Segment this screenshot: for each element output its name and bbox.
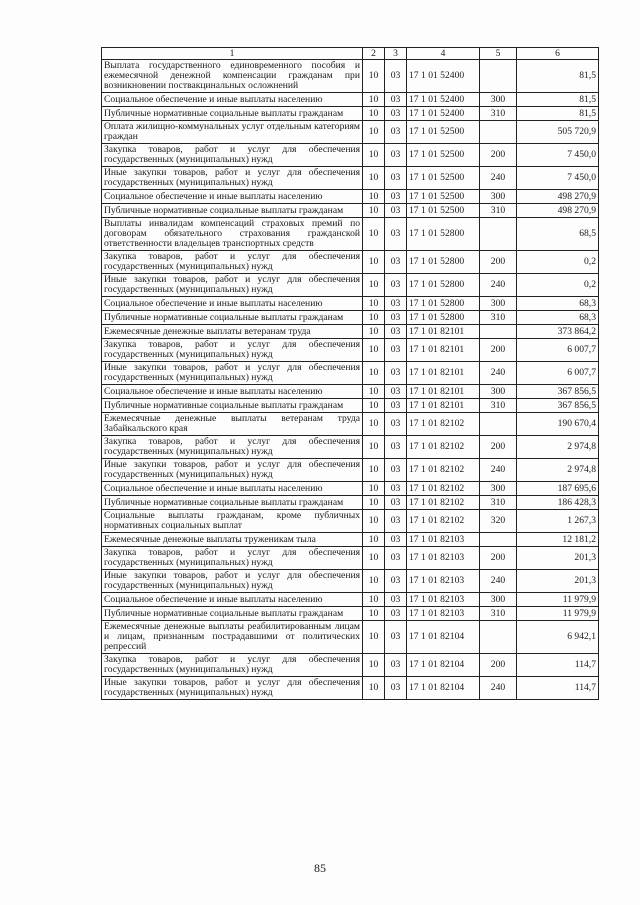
section-code: 10: [363, 204, 385, 218]
amount: 201,3: [517, 547, 599, 570]
amount: 68,5: [517, 218, 599, 251]
expense-type-code: [480, 218, 517, 251]
table-row: [102, 413, 599, 436]
row-name: Ежемесячные денежные выплаты ветеранам труда: [102, 325, 363, 339]
target-item-code: 17 1 01 82104: [407, 654, 480, 677]
amount: 201,3: [517, 570, 599, 593]
amount: 190 670,4: [517, 413, 599, 436]
section-code: 10: [363, 413, 385, 436]
target-item-code: 17 1 01 52400: [407, 60, 480, 93]
expense-type-code: [480, 621, 517, 654]
column-number-3: 3: [385, 48, 407, 60]
expense-type-code: [480, 325, 517, 339]
amount: 11 979,9: [517, 607, 599, 621]
expense-type-code: 300: [480, 93, 517, 107]
target-item-code: 17 1 01 82102: [407, 413, 480, 436]
table-row: [102, 510, 599, 533]
row-name: Ежемесячные денежные выплаты труженикам тыла: [102, 533, 363, 547]
section-code: 10: [363, 570, 385, 593]
expense-type-code: 200: [480, 547, 517, 570]
amount: 373 864,2: [517, 325, 599, 339]
amount: 68,3: [517, 297, 599, 311]
document-page: [101, 47, 598, 700]
row-name: Иные закупки товаров, работ и услуг для обеспечения государственных (муниципальных) нужд: [102, 677, 363, 700]
table-row: [102, 297, 599, 311]
subsection-code: 03: [385, 107, 407, 121]
subsection-code: 03: [385, 251, 407, 274]
subsection-code: 03: [385, 482, 407, 496]
amount: 81,5: [517, 107, 599, 121]
table-row: [102, 482, 599, 496]
row-name: Выплата государственного единовременного пособия и ежемесячной денежной компенсации гражданам при возникновении поствакцинальных осложнений: [102, 60, 363, 93]
expense-type-code: 310: [480, 496, 517, 510]
subsection-code: 03: [385, 533, 407, 547]
amount: 186 428,3: [517, 496, 599, 510]
subsection-code: 03: [385, 607, 407, 621]
target-item-code: 17 1 01 82104: [407, 677, 480, 700]
subsection-code: 03: [385, 339, 407, 362]
subsection-code: 03: [385, 654, 407, 677]
target-item-code: 17 1 01 82101: [407, 385, 480, 399]
table-row: [102, 204, 599, 218]
row-name: Ежемесячные денежные выплаты реабилитированным лицам и лицам, признанным пострадавшими от политических репрессий: [102, 621, 363, 654]
subsection-code: 03: [385, 413, 407, 436]
section-code: 10: [363, 107, 385, 121]
amount: 6 007,7: [517, 339, 599, 362]
amount: 505 720,9: [517, 121, 599, 144]
expense-type-code: 200: [480, 251, 517, 274]
budget-table-body: [102, 48, 599, 700]
subsection-code: 03: [385, 399, 407, 413]
amount: 0,2: [517, 274, 599, 297]
amount: 114,7: [517, 654, 599, 677]
section-code: 10: [363, 677, 385, 700]
target-item-code: 17 1 01 82103: [407, 570, 480, 593]
subsection-code: 03: [385, 547, 407, 570]
column-number-2: 2: [363, 48, 385, 60]
row-name: Иные закупки товаров, работ и услуг для обеспечения государственных (муниципальных) нужд: [102, 362, 363, 385]
expense-type-code: 300: [480, 297, 517, 311]
amount: 367 856,5: [517, 399, 599, 413]
column-number-row: [102, 48, 599, 60]
table-row: [102, 251, 599, 274]
section-code: 10: [363, 385, 385, 399]
row-name: Социальное обеспечение и иные выплаты населению: [102, 297, 363, 311]
table-row: [102, 607, 599, 621]
row-name: Публичные нормативные социальные выплаты гражданам: [102, 204, 363, 218]
table-row: [102, 325, 599, 339]
expense-type-code: 240: [480, 274, 517, 297]
subsection-code: 03: [385, 190, 407, 204]
row-name: Ежемесячные денежные выплаты ветеранам труда Забайкальского края: [102, 413, 363, 436]
expense-type-code: 240: [480, 570, 517, 593]
target-item-code: 17 1 01 52500: [407, 121, 480, 144]
expense-type-code: [480, 60, 517, 93]
target-item-code: 17 1 01 82102: [407, 496, 480, 510]
target-item-code: 17 1 01 82101: [407, 325, 480, 339]
row-name: Закупка товаров, работ и услуг для обеспечения государственных (муниципальных) нужд: [102, 436, 363, 459]
expense-type-code: [480, 413, 517, 436]
table-row: [102, 677, 599, 700]
table-row: [102, 399, 599, 413]
expense-type-code: 310: [480, 311, 517, 325]
table-row: [102, 218, 599, 251]
amount: 367 856,5: [517, 385, 599, 399]
subsection-code: 03: [385, 496, 407, 510]
section-code: 10: [363, 510, 385, 533]
subsection-code: 03: [385, 274, 407, 297]
amount: 2 974,8: [517, 459, 599, 482]
expense-type-code: 240: [480, 459, 517, 482]
row-name: Оплата жилищно-коммунальных услуг отдельным категориям граждан: [102, 121, 363, 144]
target-item-code: 17 1 01 52500: [407, 144, 480, 167]
subsection-code: 03: [385, 385, 407, 399]
column-number-5: 5: [480, 48, 517, 60]
row-name: Публичные нормативные социальные выплаты гражданам: [102, 107, 363, 121]
section-code: 10: [363, 311, 385, 325]
table-row: [102, 144, 599, 167]
column-number-1: 1: [102, 48, 363, 60]
expense-type-code: 240: [480, 362, 517, 385]
table-row: [102, 60, 599, 93]
section-code: 10: [363, 121, 385, 144]
section-code: 10: [363, 533, 385, 547]
expense-type-code: 310: [480, 399, 517, 413]
row-name: Социальное обеспечение и иные выплаты населению: [102, 482, 363, 496]
row-name: Публичные нормативные социальные выплаты гражданам: [102, 399, 363, 413]
expense-type-code: 240: [480, 677, 517, 700]
subsection-code: 03: [385, 311, 407, 325]
row-name: Закупка товаров, работ и услуг для обеспечения государственных (муниципальных) нужд: [102, 547, 363, 570]
table-row: [102, 593, 599, 607]
section-code: 10: [363, 144, 385, 167]
target-item-code: 17 1 01 82103: [407, 607, 480, 621]
row-name: Социальное обеспечение и иные выплаты населению: [102, 385, 363, 399]
section-code: 10: [363, 621, 385, 654]
section-code: 10: [363, 93, 385, 107]
target-item-code: 17 1 01 52800: [407, 251, 480, 274]
subsection-code: 03: [385, 297, 407, 311]
section-code: 10: [363, 607, 385, 621]
amount: 0,2: [517, 251, 599, 274]
subsection-code: 03: [385, 325, 407, 339]
row-name: Закупка товаров, работ и услуг для обеспечения государственных (муниципальных) нужд: [102, 144, 363, 167]
amount: 12 181,2: [517, 533, 599, 547]
target-item-code: 17 1 01 52800: [407, 274, 480, 297]
section-code: 10: [363, 496, 385, 510]
target-item-code: 17 1 01 52500: [407, 204, 480, 218]
table-row: [102, 107, 599, 121]
row-name: Социальное обеспечение и иные выплаты населению: [102, 593, 363, 607]
expense-type-code: 300: [480, 385, 517, 399]
table-row: [102, 547, 599, 570]
row-name: Социальные выплаты гражданам, кроме публичных нормативных социальных выплат: [102, 510, 363, 533]
section-code: 10: [363, 593, 385, 607]
expense-type-code: 200: [480, 144, 517, 167]
row-name: Социальное обеспечение и иные выплаты населению: [102, 93, 363, 107]
target-item-code: 17 1 01 52500: [407, 167, 480, 190]
column-number-6: 6: [517, 48, 599, 60]
table-row: [102, 533, 599, 547]
row-name: Иные закупки товаров, работ и услуг для обеспечения государственных (муниципальных) нужд: [102, 570, 363, 593]
section-code: 10: [363, 362, 385, 385]
section-code: 10: [363, 167, 385, 190]
subsection-code: 03: [385, 436, 407, 459]
expense-type-code: [480, 121, 517, 144]
section-code: 10: [363, 325, 385, 339]
column-number-4: 4: [407, 48, 480, 60]
table-row: [102, 190, 599, 204]
subsection-code: 03: [385, 60, 407, 93]
subsection-code: 03: [385, 93, 407, 107]
section-code: 10: [363, 482, 385, 496]
subsection-code: 03: [385, 510, 407, 533]
amount: 81,5: [517, 93, 599, 107]
table-row: [102, 621, 599, 654]
section-code: 10: [363, 459, 385, 482]
section-code: 10: [363, 60, 385, 93]
row-name: Закупка товаров, работ и услуг для обеспечения государственных (муниципальных) нужд: [102, 251, 363, 274]
table-row: [102, 436, 599, 459]
subsection-code: 03: [385, 593, 407, 607]
page-number: 85: [314, 861, 326, 875]
target-item-code: 17 1 01 82101: [407, 362, 480, 385]
target-item-code: 17 1 01 82103: [407, 533, 480, 547]
expense-type-code: 320: [480, 510, 517, 533]
budget-table: [101, 47, 599, 700]
subsection-code: 03: [385, 167, 407, 190]
subsection-code: 03: [385, 621, 407, 654]
section-code: 10: [363, 436, 385, 459]
target-item-code: 17 1 01 82101: [407, 339, 480, 362]
amount: 2 974,8: [517, 436, 599, 459]
amount: 1 267,3: [517, 510, 599, 533]
row-name: Публичные нормативные социальные выплаты гражданам: [102, 496, 363, 510]
amount: 114,7: [517, 677, 599, 700]
target-item-code: 17 1 01 52400: [407, 93, 480, 107]
table-row: [102, 311, 599, 325]
table-row: [102, 654, 599, 677]
row-name: Выплаты инвалидам компенсаций страховых премий по договорам обязательного страхования гражданской ответственности владельцев транспортных средств: [102, 218, 363, 251]
table-row: [102, 167, 599, 190]
amount: 498 270,9: [517, 190, 599, 204]
subsection-code: 03: [385, 121, 407, 144]
section-code: 10: [363, 251, 385, 274]
expense-type-code: 300: [480, 482, 517, 496]
target-item-code: 17 1 01 82102: [407, 459, 480, 482]
row-name: Закупка товаров, работ и услуг для обеспечения государственных (муниципальных) нужд: [102, 654, 363, 677]
row-name: Иные закупки товаров, работ и услуг для обеспечения государственных (муниципальных) нужд: [102, 274, 363, 297]
section-code: 10: [363, 339, 385, 362]
subsection-code: 03: [385, 570, 407, 593]
table-row: [102, 93, 599, 107]
table-row: [102, 121, 599, 144]
table-row: [102, 570, 599, 593]
target-item-code: 17 1 01 82104: [407, 621, 480, 654]
row-name: Публичные нормативные социальные выплаты гражданам: [102, 607, 363, 621]
table-row: [102, 459, 599, 482]
expense-type-code: 310: [480, 204, 517, 218]
expense-type-code: 300: [480, 593, 517, 607]
amount: 6 942,1: [517, 621, 599, 654]
target-item-code: 17 1 01 52400: [407, 107, 480, 121]
row-name: Социальное обеспечение и иные выплаты населению: [102, 190, 363, 204]
amount: 187 695,6: [517, 482, 599, 496]
table-row: [102, 385, 599, 399]
target-item-code: 17 1 01 52500: [407, 190, 480, 204]
expense-type-code: 310: [480, 107, 517, 121]
amount: 6 007,7: [517, 362, 599, 385]
amount: 81,5: [517, 60, 599, 93]
table-row: [102, 274, 599, 297]
target-item-code: 17 1 01 52800: [407, 311, 480, 325]
target-item-code: 17 1 01 82102: [407, 482, 480, 496]
amount: 11 979,9: [517, 593, 599, 607]
table-row: [102, 339, 599, 362]
target-item-code: 17 1 01 82102: [407, 436, 480, 459]
table-row: [102, 496, 599, 510]
subsection-code: 03: [385, 144, 407, 167]
row-name: Иные закупки товаров, работ и услуг для обеспечения государственных (муниципальных) нужд: [102, 167, 363, 190]
subsection-code: 03: [385, 218, 407, 251]
section-code: 10: [363, 297, 385, 311]
subsection-code: 03: [385, 677, 407, 700]
target-item-code: 17 1 01 82102: [407, 510, 480, 533]
expense-type-code: [480, 533, 517, 547]
amount: 68,3: [517, 311, 599, 325]
target-item-code: 17 1 01 82101: [407, 399, 480, 413]
subsection-code: 03: [385, 362, 407, 385]
expense-type-code: 200: [480, 654, 517, 677]
expense-type-code: 300: [480, 190, 517, 204]
amount: 498 270,9: [517, 204, 599, 218]
target-item-code: 17 1 01 52800: [407, 218, 480, 251]
expense-type-code: 310: [480, 607, 517, 621]
expense-type-code: 240: [480, 167, 517, 190]
section-code: 10: [363, 654, 385, 677]
row-name: Публичные нормативные социальные выплаты гражданам: [102, 311, 363, 325]
expense-type-code: 200: [480, 339, 517, 362]
section-code: 10: [363, 399, 385, 413]
section-code: 10: [363, 190, 385, 204]
target-item-code: 17 1 01 82103: [407, 547, 480, 570]
subsection-code: 03: [385, 204, 407, 218]
section-code: 10: [363, 218, 385, 251]
row-name: Иные закупки товаров, работ и услуг для обеспечения государственных (муниципальных) нужд: [102, 459, 363, 482]
row-name: Закупка товаров, работ и услуг для обеспечения государственных (муниципальных) нужд: [102, 339, 363, 362]
amount: 7 450,0: [517, 167, 599, 190]
target-item-code: 17 1 01 82103: [407, 593, 480, 607]
expense-type-code: 200: [480, 436, 517, 459]
section-code: 10: [363, 274, 385, 297]
subsection-code: 03: [385, 459, 407, 482]
target-item-code: 17 1 01 52800: [407, 297, 480, 311]
table-row: [102, 362, 599, 385]
amount: 7 450,0: [517, 144, 599, 167]
section-code: 10: [363, 547, 385, 570]
